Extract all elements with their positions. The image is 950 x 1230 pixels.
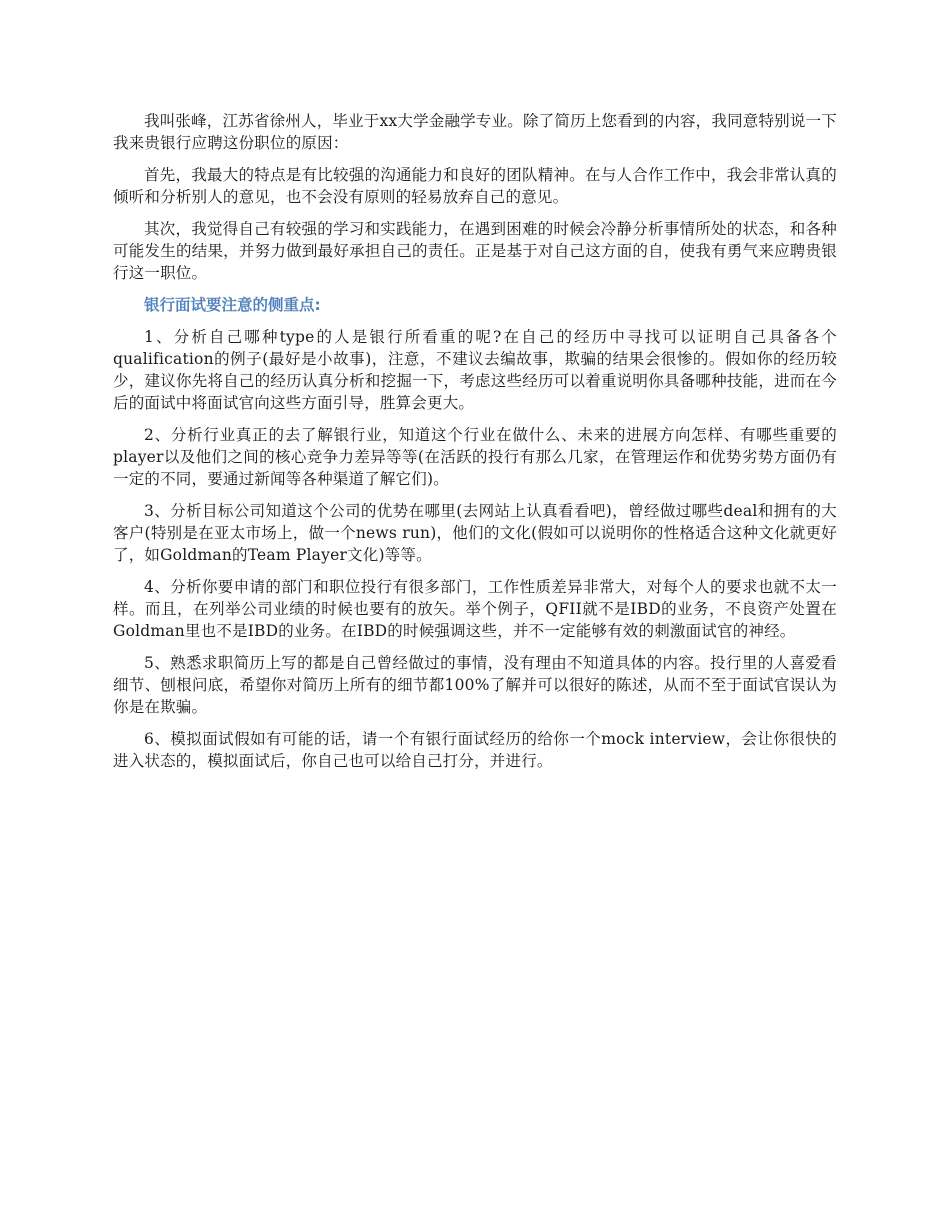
section-heading: 银行面试要注意的侧重点:: [144, 296, 321, 314]
document-body: [113, 110, 837, 782]
intro-paragraph: 其次，我觉得自己有较强的学习和实践能力，在遇到困难的时候会冷静分析事情所处的状态，和各种可能发生的结果，并努力做到最好承担自己的责任。正是基于对自己这方面的自，使我有勇气来应聘贵银行这一职位。: [113, 220, 837, 282]
point-paragraph: 5、熟悉求职简历上写的都是自己曾经做过的事情，没有理由不知道具体的内容。投行里的人喜爱看细节、刨根问底，希望你对简历上所有的细节都100%了解并可以很好的陈述，从而不至于面试官误认为你是在欺骗。: [113, 654, 837, 716]
intro-paragraph: 首先，我最大的特点是有比较强的沟通能力和良好的团队精神。在与人合作工作中，我会非常认真的倾听和分析别人的意见，也不会没有原则的轻易放弃自己的意见。: [113, 166, 837, 206]
point-paragraph: 4、分析你要申请的部门和职位投行有很多部门，工作性质差异非常大，对每个人的要求也就不太一样。而且，在列举公司业绩的时候也要有的放矢。举个例子，QFII就不是IBD的业务，不良资产处置在Goldman里也不是IBD的业务。在IBD的时候强调这些，并不一定能够有效的刺激面试官的神经。: [113, 578, 837, 640]
point-paragraph: 2、分析行业真正的去了解银行业，知道这个行业在做什么、未来的进展方向怎样、有哪些重要的player以及他们之间的核心竞争力差异等等(在活跃的投行有那么几家，在管理运作和优势劣势方面仍有一定的不同，要通过新闻等各种渠道了解它们)。: [113, 426, 837, 488]
point-paragraph: 1、分析自己哪种type的人是银行所看重的呢?在自己的经历中寻找可以证明自己具备各个qualification的例子(最好是小故事)，注意，不建议去编故事，欺骗的结果会很惨的。假如你的经历较少，建议你先将自己的经历认真分析和挖掘一下，考虑这些经历可以着重说明你具备哪种技能，进而在今后的面试中将面试官向这些方面引导，胜算会更大。: [113, 328, 837, 412]
intro-paragraph: 我叫张峰，江苏省徐州人，毕业于xx大学金融学专业。除了简历上您看到的内容，我同意特别说一下我来贵银行应聘这份职位的原因：: [113, 112, 837, 152]
point-paragraph: 3、分析目标公司知道这个公司的优势在哪里(去网站上认真看看吧)，曾经做过哪些deal和拥有的大客户(特别是在亚太市场上，做一个news run)，他们的文化(假如可以说明你的性格适合这种文化就更好了，如Goldman的Team Player文化)等等。: [113, 502, 837, 564]
point-paragraph: 6、模拟面试假如有可能的话，请一个有银行面试经历的给你一个mock interview，会让你很快的进入状态的，模拟面试后，你自己也可以给自己打分，并进行。: [113, 730, 837, 770]
